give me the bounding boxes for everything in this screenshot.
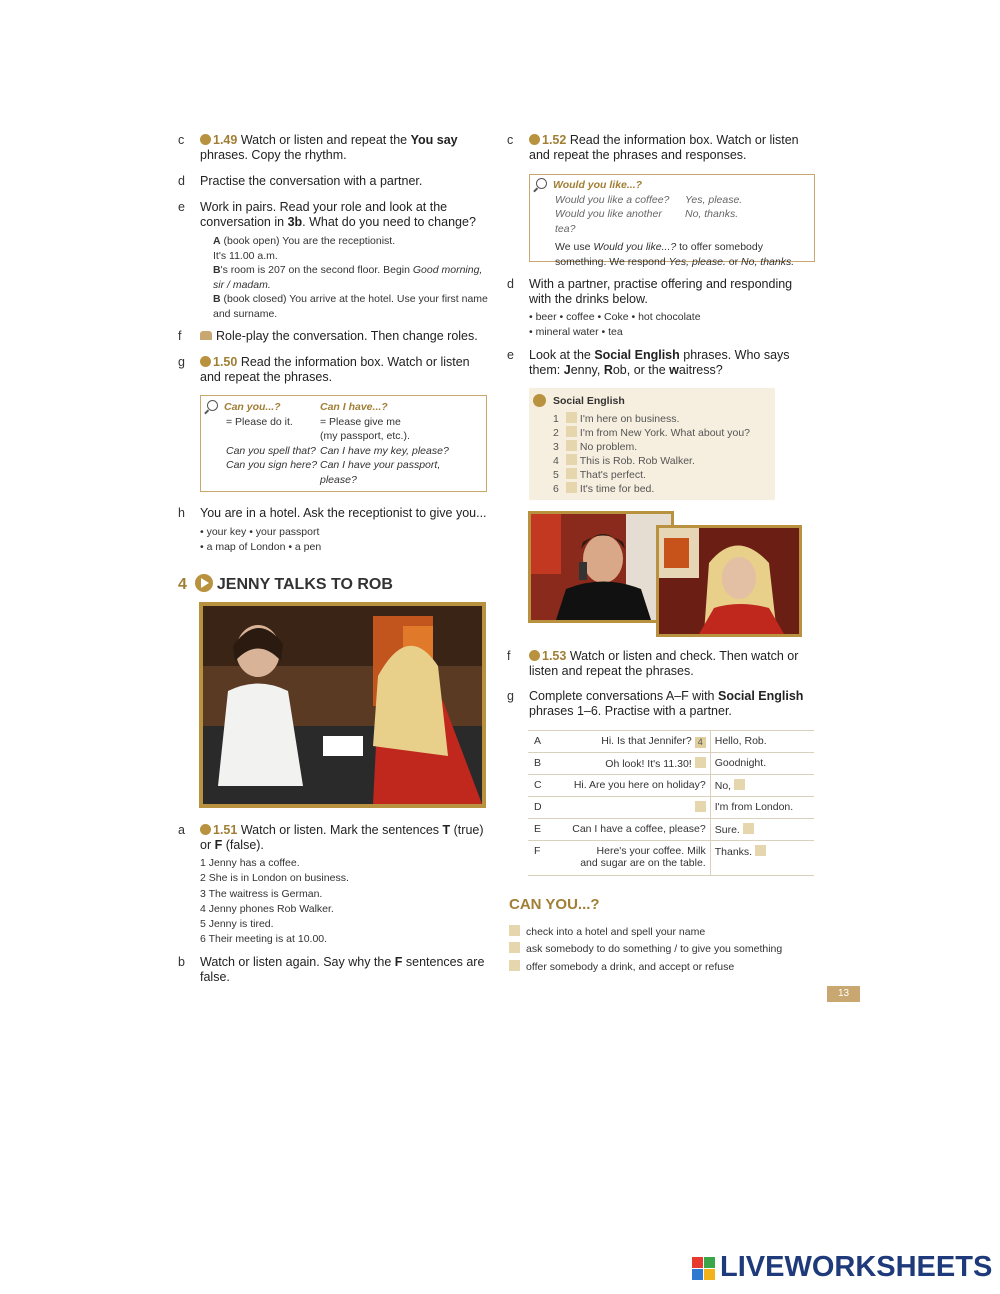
answer-box[interactable]	[755, 845, 766, 856]
search-icon	[536, 178, 547, 189]
table-row: E Can I have a coffee, please? Sure.	[528, 819, 814, 841]
answer-box[interactable]	[743, 823, 754, 834]
conversation-table	[528, 730, 814, 876]
list-item: 1 Jenny has a coffee.	[200, 857, 300, 869]
pair-icon	[200, 331, 212, 340]
exercise-f-left: f Role-play the conversation. Then change roles.	[178, 329, 478, 343]
social-item: 1 I'm here on business.	[553, 413, 680, 425]
exercise-c-left: c 1.49 Watch or listen and repeat the You say phrases. Copy the rhythm.	[178, 133, 458, 162]
liveworksheets-logo[interactable]: LIVEWORKSHEETS	[720, 1251, 993, 1283]
social-item: 2 I'm from New York. What about you?	[553, 427, 751, 439]
social-item: 3 No problem.	[553, 441, 638, 453]
can-item: offer somebody a drink, and accept or refuse	[509, 960, 734, 973]
page-number: 13	[827, 986, 860, 1002]
speech-bubble-icon	[533, 394, 546, 407]
answer-box[interactable]	[734, 779, 745, 790]
list-item: 6 Their meeting is at 10.00.	[200, 933, 328, 946]
liveworksheets-logo-icon	[692, 1255, 720, 1283]
answer-box[interactable]	[566, 440, 577, 451]
can-item: ask somebody to do something / to give you something	[509, 942, 782, 955]
bullet-list: • your key • your passport • a map of London • a pen	[200, 526, 322, 553]
audio-icon[interactable]	[200, 356, 211, 367]
social-item: 4 This is Rob. Rob Walker.	[553, 455, 695, 467]
section-heading: 4 JENNY TALKS TO ROB	[178, 576, 393, 593]
answer-box[interactable]	[566, 468, 577, 479]
checkbox[interactable]	[509, 960, 520, 971]
checkbox[interactable]	[509, 942, 520, 953]
drinks-list: • beer • coffee • Coke • hot chocolate • mineral water • tea	[529, 311, 701, 338]
exercise-c-right: c 1.52 Read the information box. Watch or listen and repeat the phrases and responses.	[507, 133, 799, 162]
table-row: D I'm from London.	[528, 797, 814, 819]
exercise-a-left: a 1.51 Watch or listen. Mark the sentences T (true) or F (false).	[178, 823, 484, 852]
list-item: 4 Jenny phones Rob Walker.	[200, 902, 334, 915]
table-row: A Hi. Is that Jennifer? 4 Hello, Rob.	[528, 731, 814, 753]
answer-box[interactable]	[566, 426, 577, 437]
social-item: 6 It's time for bed.	[553, 483, 655, 495]
checkbox[interactable]	[509, 925, 520, 936]
answer-box[interactable]: 4	[695, 737, 706, 748]
photo-reception	[199, 602, 486, 808]
answer-box[interactable]	[566, 454, 577, 465]
audio-track: 1.49	[213, 133, 238, 147]
can-you-heading: CAN YOU...?	[509, 896, 600, 913]
photo-jenny-phone	[656, 525, 802, 637]
table-row: F Here's your coffee. Milk and sugar are on the table. Thanks.	[528, 841, 814, 876]
photo-rob	[528, 511, 674, 623]
audio-icon[interactable]	[200, 134, 211, 145]
list-item: 5 Jenny is tired.	[200, 918, 274, 931]
exercise-d-right: d With a partner, practise offering and responding with the drinks below.	[507, 277, 793, 306]
exercise-d-left: d Practise the conversation with a partner.	[178, 174, 423, 188]
list-item: 3 The waitress is German.	[200, 887, 323, 900]
table-row: C Hi. Are you here on holiday? No,	[528, 775, 814, 797]
social-english-box: Social English 1 I'm here on business. 2 I'm from New York. What about you? 3 No problem. 4 This is Rob. Rob Walker. 5 That's perfect. 6 It's time for bed.	[529, 388, 775, 500]
exercise-g-right: g Complete conversations A–F with Social English phrases 1–6. Practise with a partner.	[507, 689, 804, 718]
exercise-letter: c	[178, 133, 185, 147]
true-false-list	[200, 856, 349, 948]
exercise-b-left: b Watch or listen again. Say why the F sentences are false.	[178, 955, 485, 984]
exercise-g-left: g 1.50 Read the information box. Watch or listen and repeat the phrases.	[178, 355, 470, 384]
exercise-e-right: e Look at the Social English phrases. Who says them: Jenny, Rob, or the waitress?	[507, 348, 790, 377]
exercise-e-left: e Work in pairs. Read your role and look at the conversation in 3b. What do you need to change?	[178, 200, 476, 229]
exercise-h-left: h You are in a hotel. Ask the receptionist to give you...	[178, 506, 487, 520]
role-cards: A (book open) You are the receptionist. It's 11.00 a.m. B's room is 207 on the second floor. Begin Good morning, sir / madam. B (book closed) You arrive at the hotel. Use your first name and surname.	[213, 235, 488, 320]
audio-icon[interactable]	[529, 650, 540, 661]
answer-box[interactable]	[695, 757, 706, 768]
answer-box[interactable]	[695, 801, 706, 812]
answer-box[interactable]	[566, 482, 577, 493]
exercise-f-right: f 1.53 Watch or listen and check. Then watch or listen and repeat the phrases.	[507, 649, 799, 678]
info-box-would-you-like: Would you like...? Would you like a coffee? Yes, please. Would you like another tea? No, thanks. We use Would you like...? to offer somebody something. We respond Yes, please. or No, thanks.	[529, 174, 815, 262]
can-item: check into a hotel and spell your name	[509, 925, 705, 938]
play-icon[interactable]	[195, 574, 213, 592]
list-item: 2 She is in London on business.	[200, 872, 349, 885]
social-item: 5 That's perfect.	[553, 469, 646, 481]
audio-icon[interactable]	[529, 134, 540, 145]
info-box-can-you: Can you...? Can I have...? = Please do it. = Please give me (my passport, etc.). Can you spell that? Can I have my key, please? Can you sign here? Can I have your passport, please?	[200, 395, 487, 492]
answer-box[interactable]	[566, 412, 577, 423]
search-icon	[207, 400, 218, 411]
audio-icon[interactable]	[200, 824, 211, 835]
table-row: B Oh look! It's 11.30! Goodnight.	[528, 753, 814, 775]
